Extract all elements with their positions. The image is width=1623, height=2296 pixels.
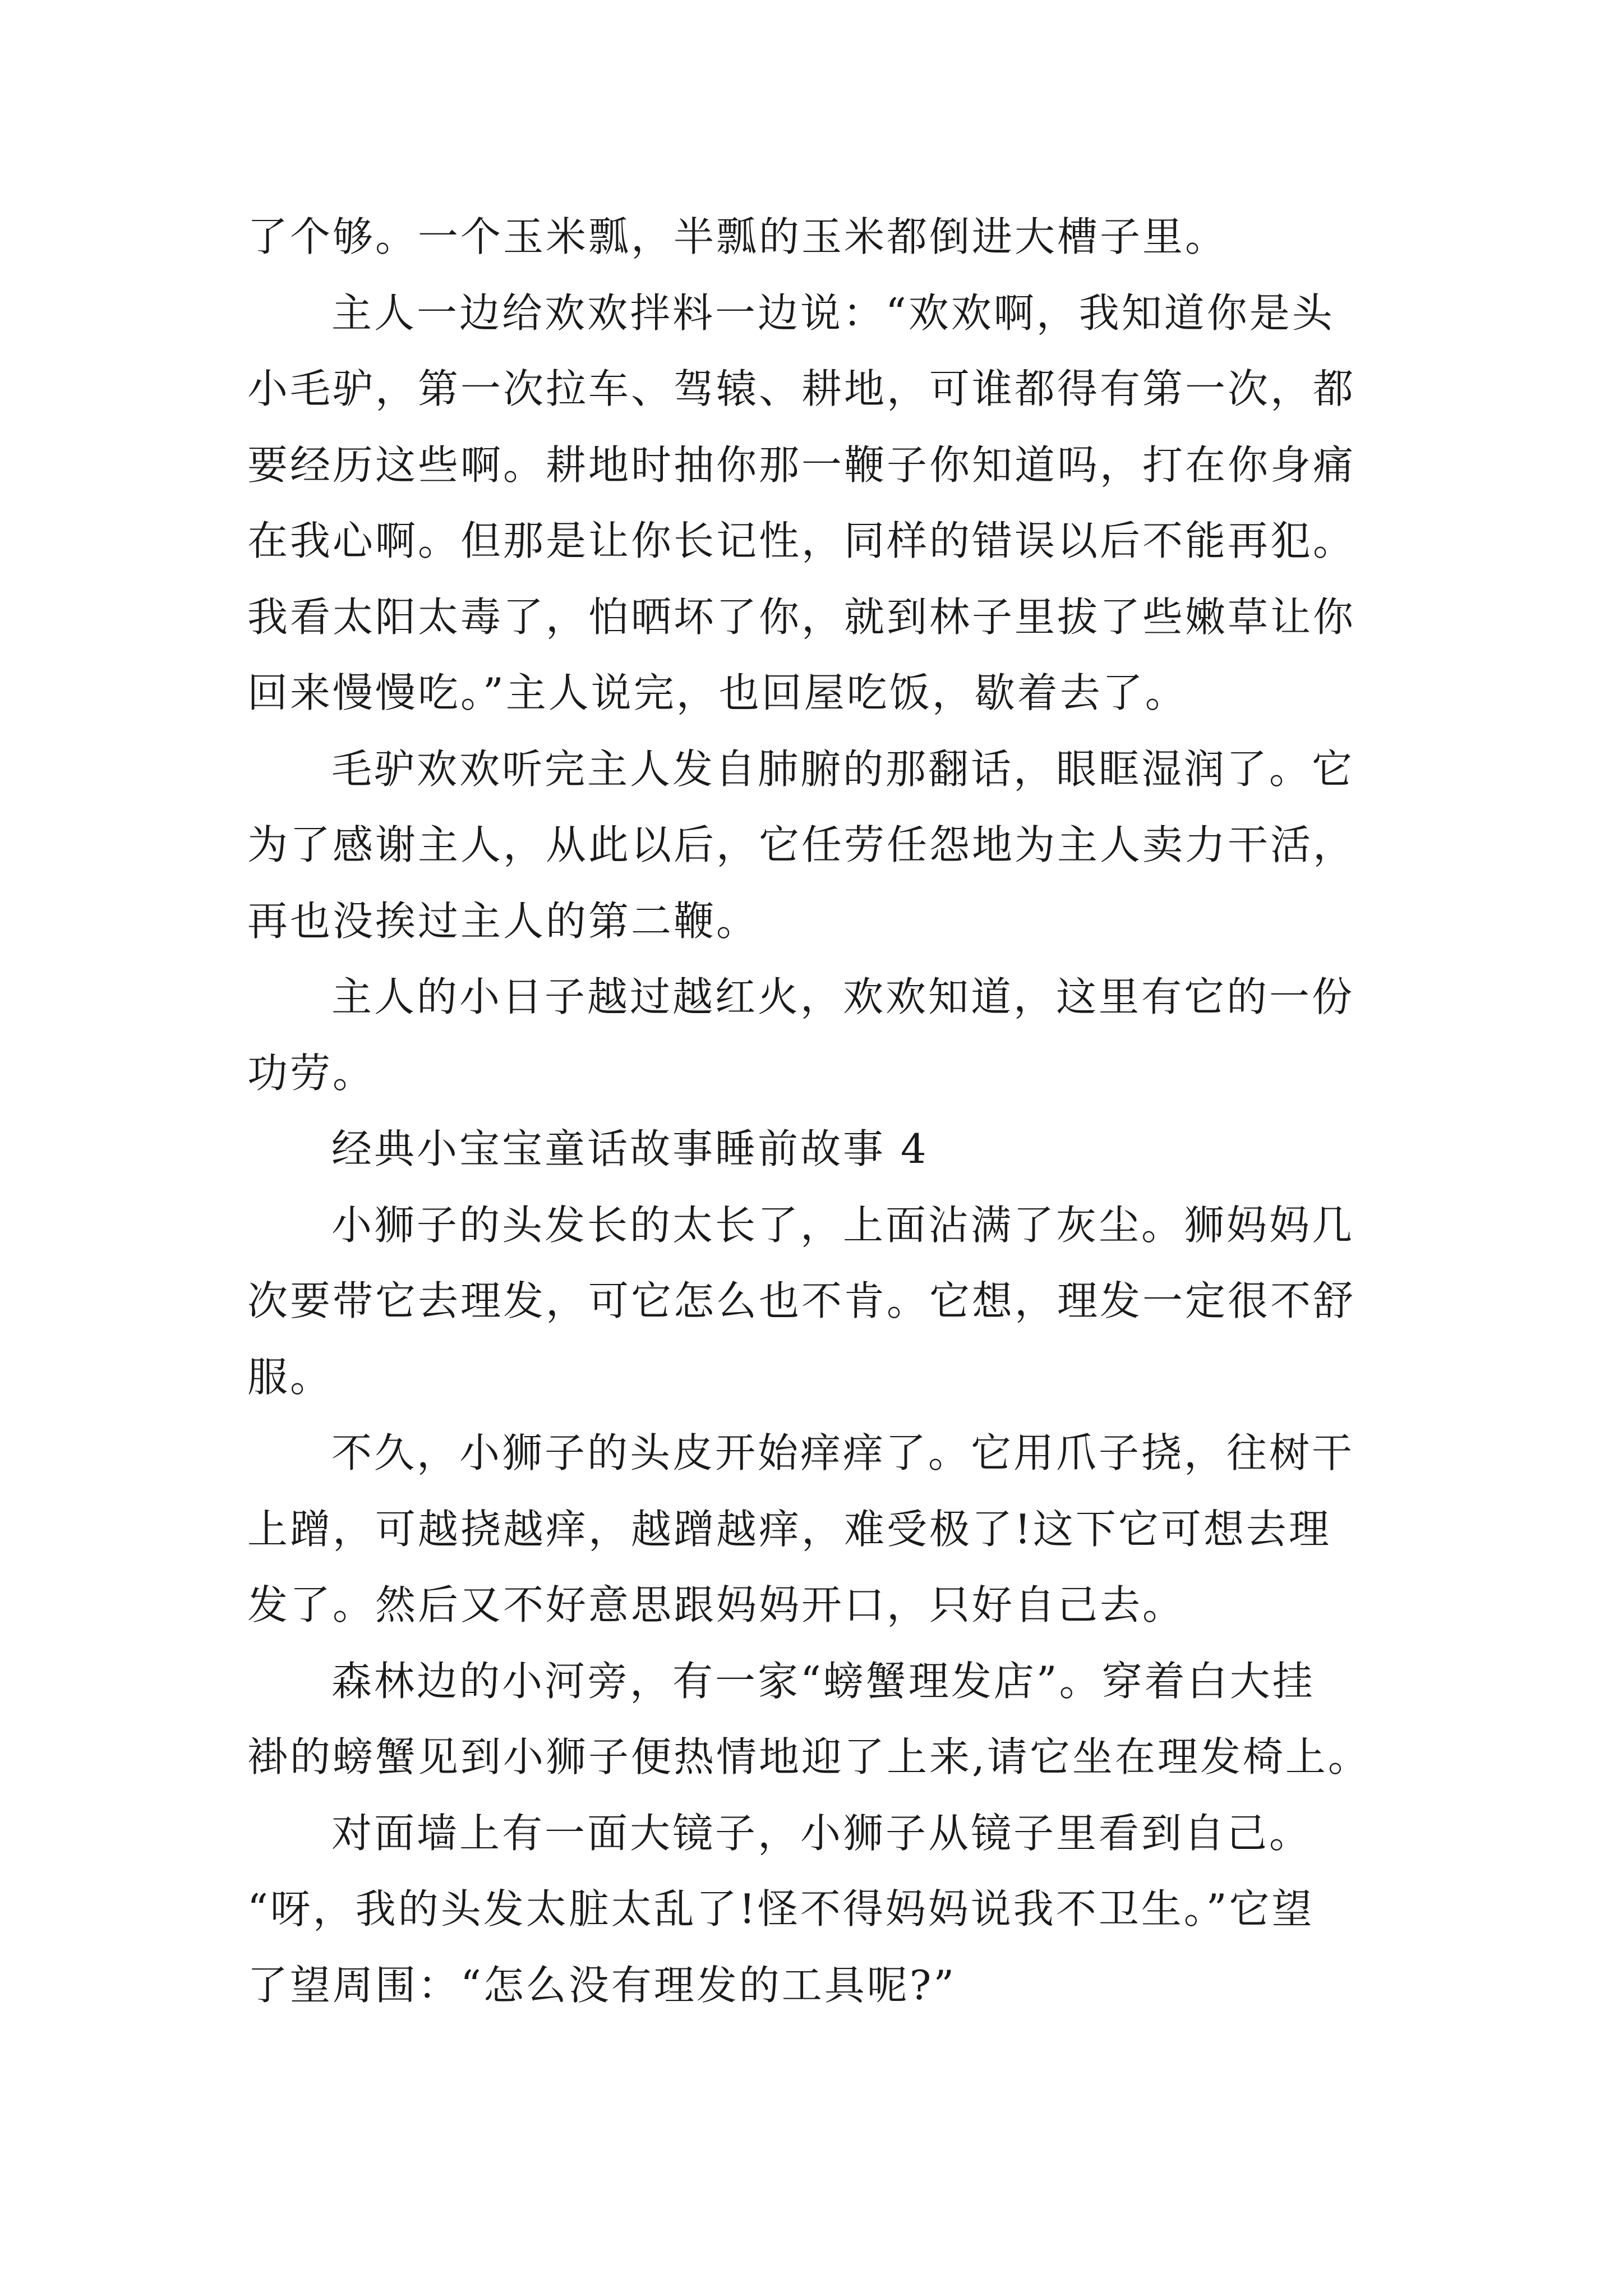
text-line: 了个够。一个玉米瓢，半瓢的玉米都倒进大槽子里。: [247, 213, 1228, 260]
text-line: 了望周围：“怎么没有理发的工具呢?”: [247, 1961, 957, 2009]
text-line: 毛驴欢欢听完主人发自肺腑的那翻话，眼眶湿润了。它: [331, 745, 1355, 793]
text-line: 服。: [247, 1353, 333, 1401]
text-line: 次要带它去理发，可它怎么也不肯。它想，理发一定很不舒: [247, 1277, 1356, 1324]
text-line: 褂的螃蟹见到小狮子便热情地迎了上来,请它坐在理发椅上。: [247, 1733, 1371, 1780]
text-line: 在我心啊。但那是让你长记性，同样的错误以后不能再犯。: [247, 517, 1356, 564]
text-line: 为了感谢主人，从此以后，它任劳任怨地为主人卖力干活，: [247, 821, 1356, 868]
text-line: 上蹭，可越挠越痒，越蹭越痒，难受极了!这下它可想去理: [247, 1505, 1331, 1553]
text-line: 森林边的小河旁，有一家“螃蟹理发店”。穿着白大挂: [331, 1657, 1315, 1705]
text-line: 小毛驴，第一次拉车、驾辕、耕地，可谁都得有第一次，都: [247, 365, 1356, 412]
text-line: “呀，我的头发太脏太乱了!怪不得妈妈说我不卫生。”它望: [247, 1885, 1315, 1932]
text-line: 主人一边给欢欢拌料一边说：“欢欢啊，我知道你是头: [331, 289, 1335, 337]
text-line: 经典小宝宝童话故事睡前故事 4: [331, 1125, 929, 1172]
text-line: 要经历这些啊。耕地时抽你那一鞭子你知道吗，打在你身痛: [247, 441, 1356, 489]
text-line: 小狮子的头发长的太长了，上面沾满了灰尘。狮妈妈几: [331, 1201, 1355, 1249]
text-line: 我看太阳太毒了，怕晒坏了你，就到林子里拔了些嫩草让你: [247, 593, 1356, 641]
text-line: 对面墙上有一面大镜子，小狮子从镜子里看到自己。: [331, 1809, 1312, 1857]
text-line: 功劳。: [247, 1049, 376, 1097]
text-line: 回来慢慢吃。”主人说完，也回屋吃饭，歇着去了。: [247, 669, 1188, 716]
story-text: [247, 199, 1386, 2023]
text-line: 主人的小日子越过越红火，欢欢知道，这里有它的一份: [331, 973, 1355, 1020]
text-line: 发了。然后又不好意思跟妈妈开口，只好自己去。: [247, 1581, 1186, 1628]
text-line: 不久，小狮子的头皮开始痒痒了。它用爪子挠，往树干: [331, 1429, 1355, 1476]
text-line: 再也没挨过主人的第二鞭。: [247, 897, 759, 945]
